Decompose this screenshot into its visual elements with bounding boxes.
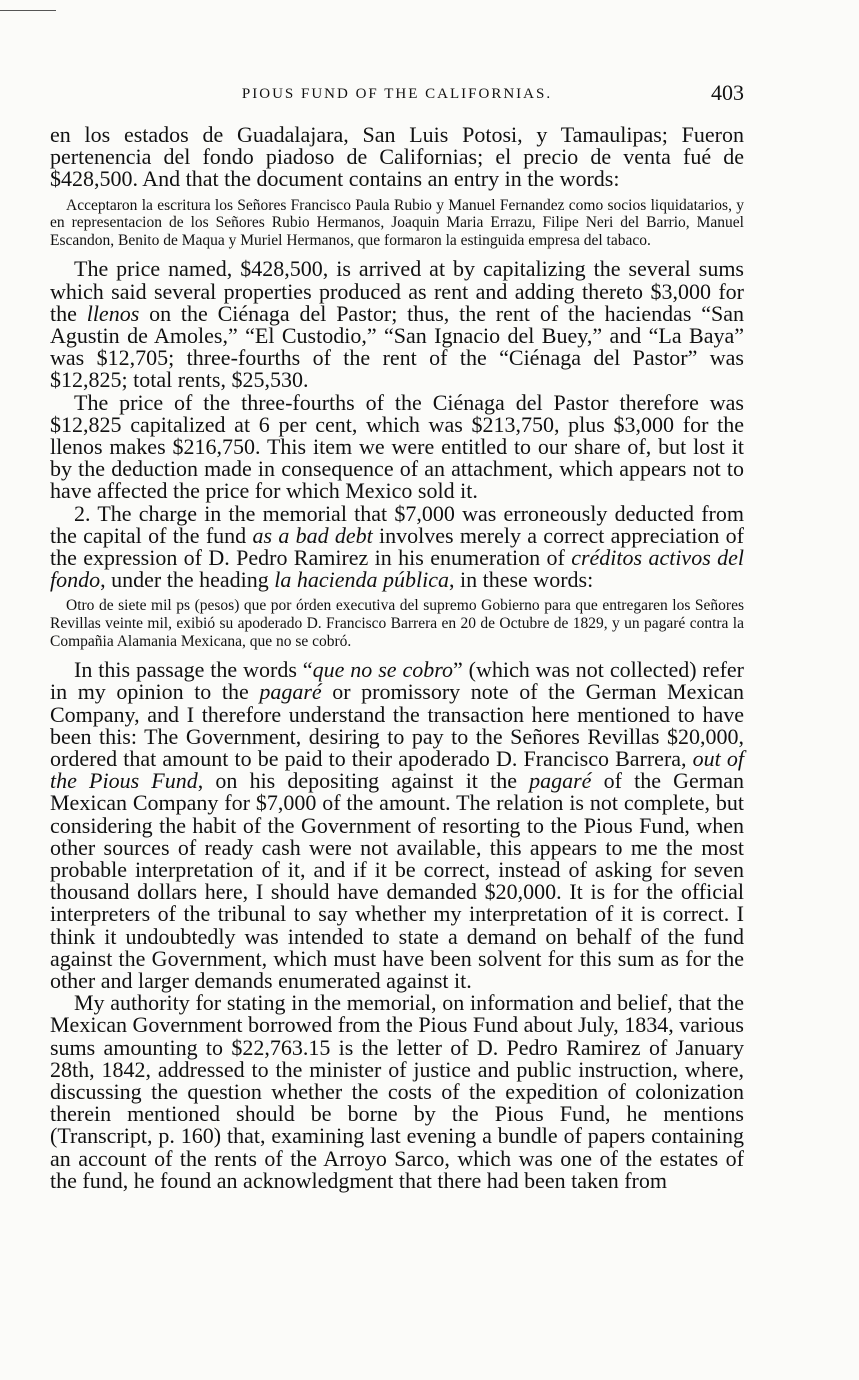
page-number: 403 bbox=[711, 80, 744, 105]
italic-term: la hacienda pública bbox=[274, 567, 449, 593]
text-run: In this passage the words “ bbox=[74, 657, 313, 683]
block-quote-escritura: Acceptaron la escritura los Señores Francisco Paula Rubio y Manuel Fernandez como socios liquidatarios, y en representacion de los Señores Rubio Hermanos, Joaquin Maria Errazu, Filipe Neri del Barrio, Manuel Escandon, Benito de Maqua y Muriel Hermanos, que formaron la estinguida empresa del tabaco. bbox=[50, 196, 744, 249]
text-run: 2. The charge in the memorial that $7,000 was erroneously deducted from the capital of the fund bbox=[50, 500, 744, 548]
italic-term: créditos activos del fondo bbox=[50, 545, 744, 593]
text-run: , on his depositing against it the bbox=[197, 768, 530, 794]
italic-term: llenos bbox=[86, 300, 140, 326]
text-run: , in these words: bbox=[448, 567, 594, 593]
paragraph-bad-debt bbox=[50, 500, 744, 593]
text-run: involves merely a correct appreciation of the expression of D. Pedro Ramirez in his enumeration of bbox=[50, 522, 744, 571]
italic-term: out of the Pious Fund bbox=[50, 746, 744, 794]
paragraph-three-fourths: The price of the three-fourths of the Ciénaga del Pastor therefore was $12,825 capitalized at 6 per cent, which was $213,750, plus $3,000 for the llenos makes $216,750. This item we were entitled to our share of, but lost it by the deduction made in consequence of an attachment, which appears not to have affected the price for which Mexico sold it. bbox=[50, 389, 744, 504]
text-run: of the German Mexican Company for $7,000 of the amount. The relation is not complete, but considering the habit of the Government of resorting to the Pious Fund, when other sources of ready cash were not available, this appears to me the most probable interpretation of it, and if it be correct, instead of asking for seven thousand dollars here, I should have demanded $20,000. It is for the official interpreters of the tribunal to say whether my interpretation of it is correct. I think it undoubtedly was intended to state a demand on behalf of the fund against the Government, which must have been solvent for this sum as for the other and larger demands enumerated against it. bbox=[50, 768, 744, 994]
italic-term: pagaré bbox=[529, 768, 592, 794]
italic-term: pagaré bbox=[259, 679, 322, 705]
text-run: on the Ciénaga del Pastor; thus, the rent of the haciendas “San Agustin de Amoles,” “El Custodio,” “San Ignacio del Buey,” and “La Baya” was $12,705; three-fourths of the rent of the “Ciénaga del Pastor” was $12,825; total rents, $25,530. bbox=[50, 300, 744, 393]
text-run: ” (which was not collected) refer in my opinion to the bbox=[50, 657, 744, 705]
italic-term: que no se cobro bbox=[312, 657, 453, 683]
page-body bbox=[50, 124, 744, 1192]
running-head: PIOUS FUND OF THE CALIFORNIAS. bbox=[241, 86, 553, 102]
paragraph-authority: My authority for stating in the memorial, on information and belief, that the Mexican Government borrowed from the Pious Fund about July, 1834, various sums amounting to $22,763.15 is the letter of D. Pedro Ramirez of January 28th, 1842, addressed to the minister of justice and public instruction, where, discussing the question whether the costs of the expedition of colonization therein mentioned should be borne by the Pious Fund, he mentions (Transcript, p. 160) that, examining last evening a bundle of papers containing an account of the rents of the Arroyo Sarco, which was one of the estates of the fund, he found an acknowledgment that there had been taken from bbox=[50, 990, 744, 1193]
paragraph-continuation: en los estados de Guadalajara, San Luis Potosi, y Tamaulipas; Fueron pertenencia del fondo piadoso de Californias; el precio de venta fué de $428,500. And that the document contains an entry in the words: bbox=[50, 122, 744, 192]
paragraph-price-named bbox=[50, 258, 744, 391]
page-edge-rule bbox=[0, 10, 56, 11]
page-header bbox=[50, 80, 744, 110]
text-run: , under the heading bbox=[100, 567, 275, 593]
block-quote-siete-mil: Otro de siete mil ps (pesos) que por órden executiva del supremo Gobierno para que entregaren los Señores Revillas veinte mil, exibió su apoderado D. Francisco Barrera en 20 de Octubre de 1829, y un pagaré contra la Compañia Alamania Mexicana, que no se cobró. bbox=[50, 597, 744, 650]
paragraph-interpretation bbox=[50, 659, 744, 992]
text-run: The price named, $428,500, is arrived at by capitalizing the several sums which said several properties produced as rent and adding thereto $3,000 for the bbox=[50, 256, 744, 326]
italic-term: as a bad debt bbox=[252, 522, 373, 548]
text-run: or promissory note of the German Mexican Company, and I therefore understand the transaction here mentioned to have been this: The Government, desiring to pay to the Señores Revillas $20,000, ordered that amount to be paid to their apoderado D. Francisco Barrera, bbox=[50, 679, 744, 772]
